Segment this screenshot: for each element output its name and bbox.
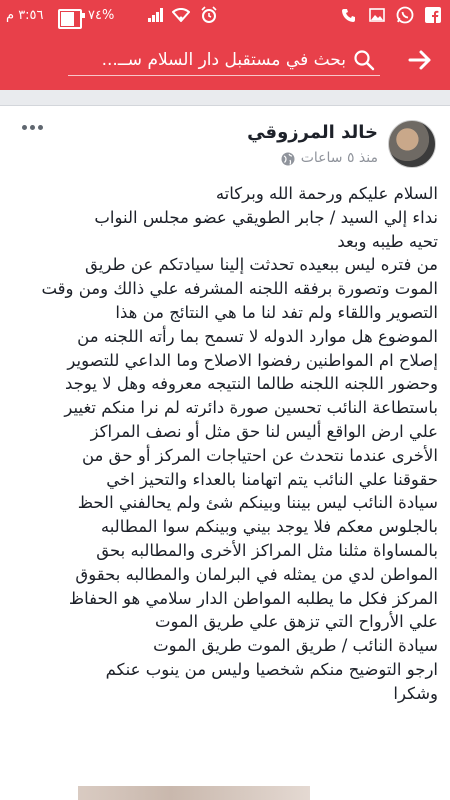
post-text-line: تحيه طيبه وبعد — [337, 231, 438, 251]
notification-icons — [340, 5, 442, 25]
status-bar — [0, 0, 450, 30]
globe-icon — [281, 151, 295, 165]
post-text-line: علي ارض الواقع أليس لنا حق مثل أو نصف المراكز — [90, 421, 438, 441]
post-text-line: سيادة النائب / طريق الموت طريق الموت — [153, 636, 438, 656]
phone-missed-icon — [340, 6, 358, 24]
post-time[interactable]: منذ ٥ ساعات — [300, 150, 378, 166]
signal-icon — [148, 5, 164, 25]
feed-divider — [0, 90, 450, 106]
post-text-line: سيادة النائب ليس بيننا وبينكم شئ ولم يحالفني الحظ — [77, 493, 438, 513]
post-text-line: حقوقنا علي النائب يتم اتهامنا بالعداء والتحيز اخي — [106, 469, 438, 489]
battery-icon — [58, 9, 82, 29]
post-text-line: باستطاعة النائب تحسين صورة دائرته لم نرا منكم تغيير — [64, 398, 438, 418]
post-text-line: المواطن لدي من يمثله في البرلمان والمطالبه بحقوق — [75, 564, 438, 584]
facebook-icon — [424, 6, 442, 24]
post-text-line: إصلاح ام المواطنين رفضوا الاصلاح وما الداعي للتصوير — [67, 350, 438, 370]
search-icon — [352, 48, 376, 72]
battery-percentage: ٧٤% — [88, 7, 115, 23]
alarm-icon — [200, 5, 218, 25]
post-text-line: ارجو التوضيح منكم شخصيا وليس من ينوب عنكم — [105, 659, 438, 679]
post-text-line: الموت وتصورة برفقه اللجنه المشرفه علي ذالك ومن وقت — [41, 279, 438, 299]
search-input[interactable] — [68, 44, 380, 76]
back-button[interactable] — [404, 44, 436, 76]
post-text-line: بالمساواة مثلنا مثل المراكز الأخرى والمطالبه بحق — [96, 540, 438, 560]
post-text-line: وحضور اللجنه اللجنه طالما النتيجه معروفه وهل لا يوجد — [65, 374, 438, 394]
status-time: ٣:٥٦ م — [6, 7, 44, 23]
author-avatar[interactable] — [388, 120, 436, 168]
post-text-line: المركز فكل ما يطلبه المواطن الدار سلامي هو الحفاظ — [68, 588, 438, 608]
post-text-line: السلام عليكم ورحمة الله وبركاته — [215, 184, 438, 203]
post-meta — [281, 150, 378, 166]
more-options-icon[interactable] — [22, 122, 46, 132]
post-text-line: بالجلوس معكم فلا يوجد بيني وبينكم سوا المطالبه — [100, 517, 438, 537]
post-text-line: علي الأرواح التي تزهق علي طريق الموت — [154, 612, 438, 632]
post-body — [14, 182, 438, 706]
app-bar — [0, 30, 450, 90]
post-text-line: الأخرى عندما نتحدث عن احتياجات المركز أو حق من — [82, 445, 438, 465]
arrow-right-icon — [404, 44, 436, 76]
post-text-line: نداء إلي السيد / جابر الطويقي عضو مجلس النواب — [94, 207, 438, 227]
author-name[interactable]: خالد المرزوقي — [247, 122, 378, 143]
post-card — [0, 106, 450, 800]
wifi-icon — [172, 5, 190, 25]
post-text-line: الموضوع هل موارد الدوله لا تسمح بما رأته اللجنه من — [77, 326, 438, 346]
gallery-icon — [368, 6, 386, 24]
post-text-line: التصوير واللقاء ولم تفد لنا ما هي النتائج من هذا — [115, 302, 438, 322]
whatsapp-icon — [396, 6, 414, 24]
post-image[interactable] — [78, 786, 310, 800]
post-text-line: من فتره ليس ببعيده تحدثت إلينا سيادتكم عن طريق — [85, 255, 438, 275]
search-query: بحث في مستقبل دار السلام ســ... — [101, 49, 346, 70]
post-text-line: وشكرا — [393, 683, 438, 703]
